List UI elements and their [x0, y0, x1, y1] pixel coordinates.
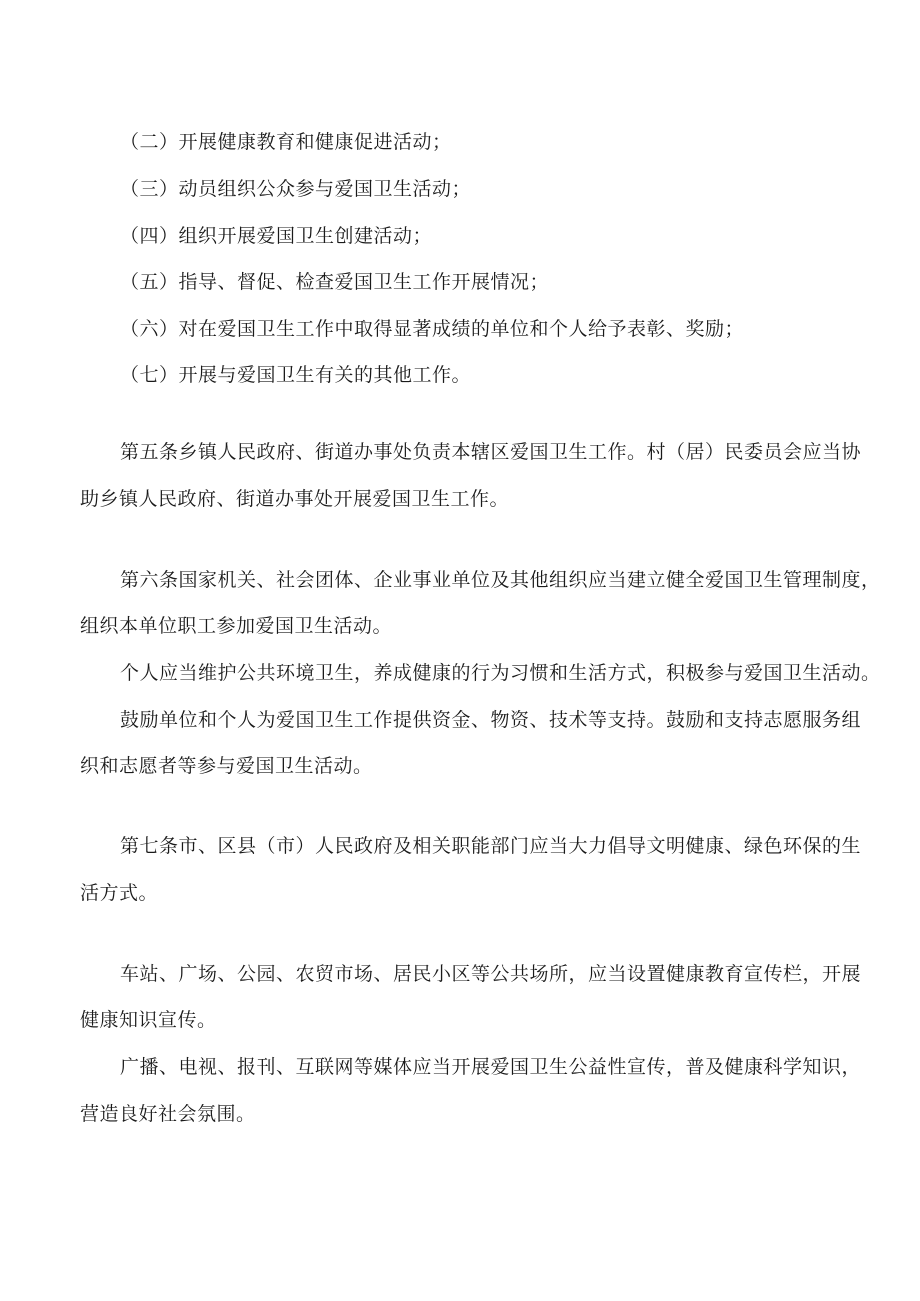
publicity-paragraph-1-line-1: 车站、广场、公园、农贸市场、居民小区等公共场所，应当设置健康教育宣传栏，开展 — [120, 963, 862, 985]
article-7-line-1: 第七条市、区县（市）人民政府及相关职能部门应当大力倡导文明健康、绿色环保的生 — [120, 835, 862, 857]
article-6-line-2: 组织本单位职工参加爱国卫生活动。 — [80, 615, 393, 637]
publicity-paragraph-2-line-1: 广播、电视、报刊、互联网等媒体应当开展爱国卫生公益性宣传，普及健康科学知识， — [120, 1056, 862, 1078]
article-5-line-1: 第五条乡镇人民政府、街道办事处负责本辖区爱国卫生工作。村（居）民委员会应当协 — [120, 441, 862, 463]
article-5-line-2: 助乡镇人民政府、街道办事处开展爱国卫生工作。 — [80, 488, 510, 510]
article-7-line-2: 活方式。 — [80, 882, 159, 904]
list-item: （六）对在爱国卫生工作中取得显著成绩的单位和个人给予表彰、奖励； — [120, 318, 745, 340]
list-item: （四）组织开展爱国卫生创建活动； — [120, 225, 433, 247]
article-6-paragraph-2: 个人应当维护公共环境卫生，养成健康的行为习惯和生活方式，积极参与爱国卫生活动。 — [120, 662, 881, 684]
list-item: （二）开展健康教育和健康促进活动； — [120, 131, 452, 153]
publicity-paragraph-2-line-2: 营造良好社会氛围。 — [80, 1103, 256, 1125]
publicity-paragraph-1-line-2: 健康知识宣传。 — [80, 1009, 217, 1031]
list-item: （七）开展与爱国卫生有关的其他工作。 — [120, 364, 472, 386]
list-item: （五）指导、督促、检查爱国卫生工作开展情况； — [120, 271, 550, 293]
article-6-line-1: 第六条国家机关、社会团体、企业事业单位及其他组织应当建立健全爱国卫生管理制度， — [120, 569, 881, 591]
list-item: （三）动员组织公众参与爱国卫生活动； — [120, 178, 472, 200]
article-6-paragraph-3-line-2: 织和志愿者等参与爱国卫生活动。 — [80, 755, 373, 777]
article-6-paragraph-3-line-1: 鼓励单位和个人为爱国卫生工作提供资金、物资、技术等支持。鼓励和支持志愿服务组 — [120, 709, 862, 731]
